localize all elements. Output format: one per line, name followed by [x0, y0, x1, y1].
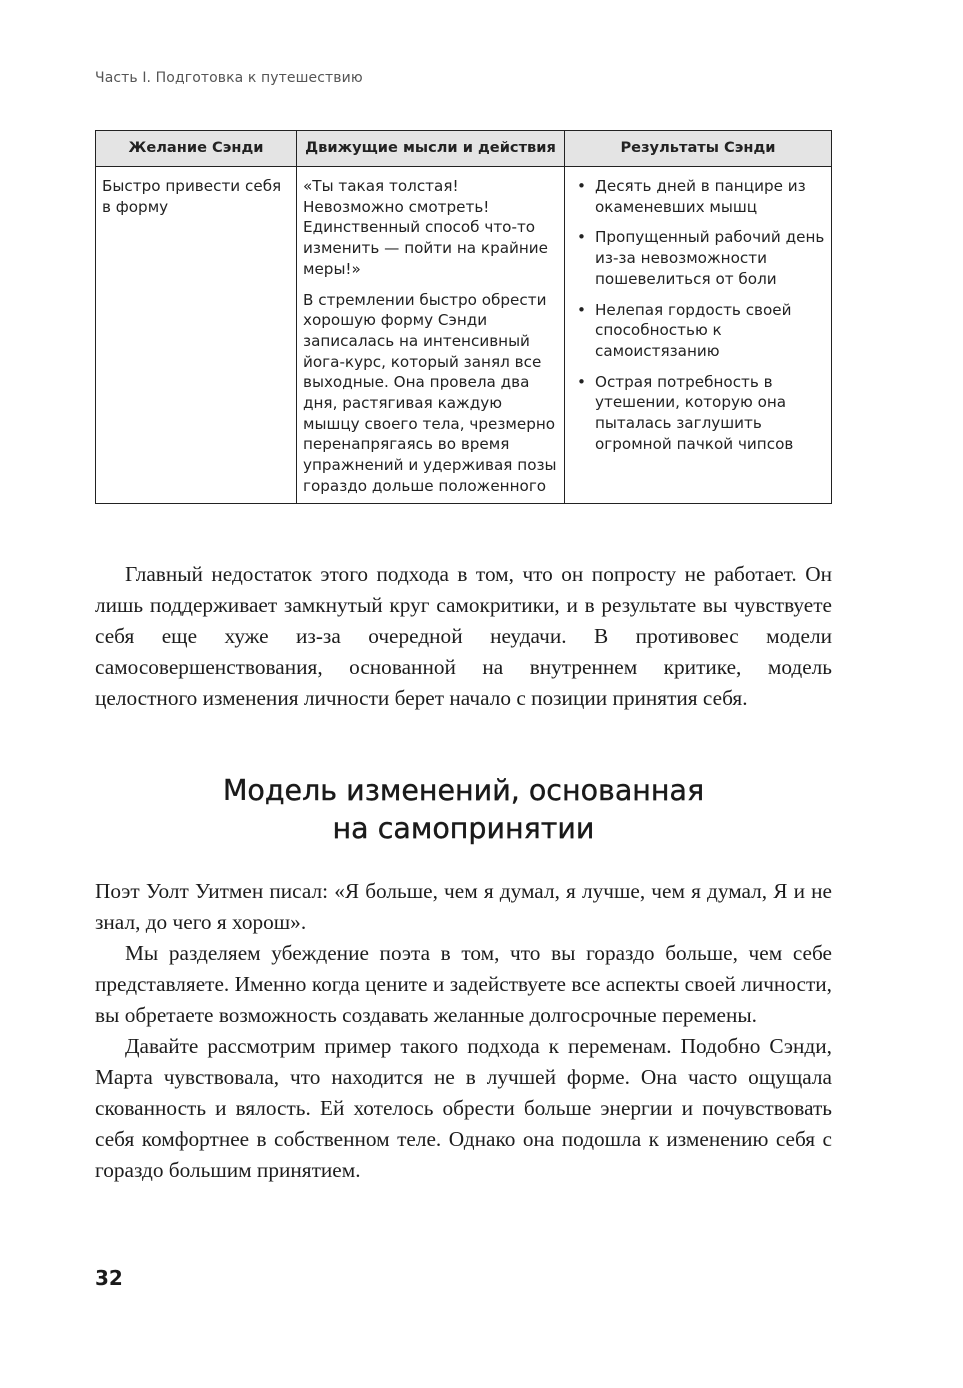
running-head: Часть I. Подготовка к путешествию	[95, 70, 363, 86]
section-title-line-1: Модель изменений, основанная	[222, 774, 705, 807]
section-title	[95, 772, 832, 848]
paragraph: Давайте рассмотрим пример такого подхода к переменам. Подобно Сэнди, Марта чувствовала, что находится не в лучшей форме. Она часто ощущала скованность и вялость. Ей хотелось обрести больше энергии и почувствовать себя комфортнее в собственном теле. Однако она подошла к изменению себя с гораздо большим принятием.	[95, 1034, 832, 1182]
bullet-icon: •	[577, 372, 586, 391]
result-text: Острая потребность в утешении, которую она пыталась заглушить огромной пачкой чипсов	[595, 372, 794, 453]
cell-results	[565, 167, 832, 504]
post-table-text	[95, 559, 832, 714]
list-item	[575, 227, 825, 289]
list-item	[575, 300, 825, 362]
results-list	[571, 176, 825, 454]
bullet-icon: •	[577, 300, 586, 319]
result-text: Нелепая гордость своей способностью к самоистязанию	[595, 300, 792, 360]
cell-thoughts-actions	[297, 167, 565, 504]
bullet-icon: •	[577, 177, 586, 195]
thought-quote: «Ты такая толстая! Невозможно смотреть! Единственный способ что-то изменить — пойти на крайние меры!»	[303, 177, 549, 278]
header-results: Результаты Сэнди	[565, 131, 832, 167]
table-header-row	[96, 131, 832, 167]
desire-text: Быстро привести себя в форму	[102, 177, 282, 216]
action-description: В стремлении быстро обрести хорошую форму Сэнди записалась на интенсивный йога-курс, который занял все выходные. Она провела два дня, растягивая каждую мышцу своего тела, чрезмерно перенапрягаясь во время упражнений и удерживая позы гораздо дольше положенного	[303, 290, 557, 495]
sandy-table	[95, 130, 832, 504]
header-desire: Желание Сэнди	[96, 131, 297, 167]
section-body	[95, 876, 832, 1186]
paragraph: Поэт Уолт Уитмен писал: «Я больше, чем я думал, я лучше, чем я думал, Я и не знал, до чего я хорош».	[95, 879, 832, 934]
paragraph: Мы разделяем убеждение поэта в том, что вы гораздо больше, чем себе представляете. Именно когда цените и задействуете все аспекты своей личности, вы обретаете возможность создавать желанные долгосрочные перемены.	[95, 941, 832, 1027]
result-text: Пропущенный рабочий день из-за невозможности пошевелиться от боли	[595, 228, 825, 288]
list-item	[575, 176, 825, 217]
cell-desire	[96, 167, 297, 504]
result-text: Десять дней в панцире из окаменевших мышц	[595, 177, 806, 216]
header-thoughts-actions: Движущие мысли и действия	[297, 131, 565, 167]
page-number: 32	[95, 1266, 123, 1290]
list-item	[575, 372, 825, 455]
table-row	[96, 167, 832, 504]
bullet-icon: •	[577, 228, 586, 247]
section-title-line-2: на самопринятии	[332, 812, 595, 845]
paragraph: Главный недостаток этого подхода в том, что он попросту не работает. Он лишь поддерживает замкнутый круг самокритики, и в результате вы чувствуете себя еще хуже из-за очередной неудачи. В противовес модели самосовершенствования, основанной на внутреннем критике, модель целостного изменения личности берет начало с позиции принятия себя.	[95, 562, 832, 710]
